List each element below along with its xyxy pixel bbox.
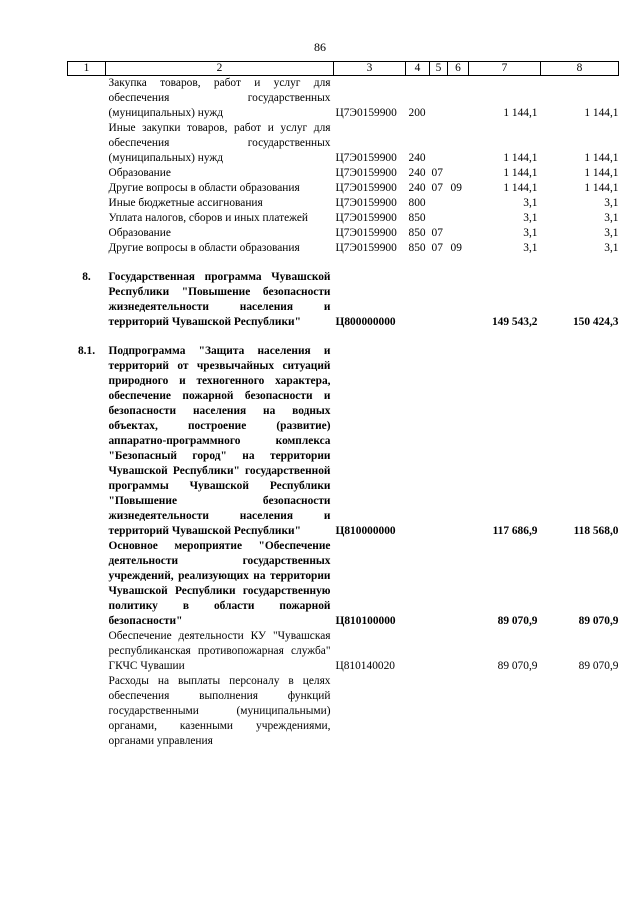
spacer-row bbox=[68, 330, 619, 344]
row-amount-year2: 3,1 bbox=[604, 227, 619, 239]
row-target-code: Ц810140020 bbox=[335, 660, 395, 672]
row-amount-year2: 1 144,1 bbox=[584, 182, 619, 194]
row-subsection bbox=[448, 344, 469, 539]
row-subsection: 09 bbox=[450, 242, 462, 254]
row-target-code: Ц7Э0159900 bbox=[335, 242, 397, 254]
row-amount-year2: 3,1 bbox=[604, 197, 619, 209]
row-target-code: Ц7Э0159900 bbox=[335, 197, 397, 209]
row-section bbox=[430, 674, 448, 749]
table-row bbox=[68, 181, 619, 196]
row-subsection bbox=[448, 539, 469, 629]
row-section bbox=[430, 76, 448, 122]
row-amount-year2: 118 568,0 bbox=[573, 525, 619, 537]
row-subsection bbox=[448, 270, 469, 330]
header-col-3: 3 bbox=[334, 62, 406, 76]
table-row bbox=[68, 196, 619, 211]
row-subsection bbox=[448, 226, 469, 241]
row-section bbox=[430, 539, 448, 629]
row-subsection bbox=[448, 196, 469, 211]
row-number bbox=[68, 226, 106, 241]
row-number: 8. bbox=[82, 271, 91, 283]
row-amount-year1: 89 070,9 bbox=[497, 615, 538, 627]
row-amount-year1: 3,1 bbox=[523, 197, 538, 209]
row-subsection bbox=[448, 121, 469, 166]
row-name: Другие вопросы в области образования bbox=[108, 182, 300, 194]
row-target-code: Ц810100000 bbox=[335, 615, 396, 627]
row-number bbox=[68, 211, 106, 226]
row-amount-year1: 1 144,1 bbox=[503, 167, 538, 179]
header-col-8: 8 bbox=[541, 62, 619, 76]
header-col-2: 2 bbox=[106, 62, 334, 76]
row-name: Закупка товаров, работ и услуг для обеспечения государственных (муниципальных) нужд bbox=[108, 77, 331, 119]
row-name: Государственная программа Чувашской Республики "Повышение безопасности жизнедеятельности населения и территорий Чувашской Республики" bbox=[108, 271, 331, 328]
row-section bbox=[430, 211, 448, 226]
row-subsection bbox=[448, 166, 469, 181]
row-amount-year2: 1 144,1 bbox=[584, 167, 619, 179]
row-amount-year1: 1 144,1 bbox=[503, 152, 538, 164]
row-subsection bbox=[448, 629, 469, 674]
spacer-row bbox=[68, 256, 619, 270]
table-row bbox=[68, 121, 619, 166]
header-col-6: 6 bbox=[448, 62, 469, 76]
row-number bbox=[68, 629, 106, 674]
row-name: Уплата налогов, сборов и иных платежей bbox=[108, 212, 308, 224]
row-expense-group bbox=[406, 539, 430, 629]
row-amount-year1 bbox=[469, 674, 541, 749]
row-amount-year1: 1 144,1 bbox=[503, 107, 538, 119]
table-row bbox=[68, 76, 619, 122]
row-subsection bbox=[448, 211, 469, 226]
table-row bbox=[68, 226, 619, 241]
row-amount-year1: 1 144,1 bbox=[503, 182, 538, 194]
row-name: Обеспечение деятельности КУ "Чувашская республиканская противопожарная служба" ГКЧС Чувашии bbox=[108, 630, 331, 672]
row-expense-group bbox=[406, 674, 430, 749]
row-number bbox=[68, 196, 106, 211]
row-name: Другие вопросы в области образования bbox=[108, 242, 300, 254]
row-section bbox=[430, 629, 448, 674]
row-name: Образование bbox=[108, 227, 171, 239]
row-target-code: Ц810000000 bbox=[335, 525, 396, 537]
row-name: Расходы на выплаты персоналу в целях обеспечения выполнения функций государственными (муниципальными) органами, казенными учреждениями, органами управления bbox=[108, 675, 331, 747]
row-amount-year2: 150 424,3 bbox=[572, 316, 619, 328]
table-row bbox=[68, 166, 619, 181]
row-name: Подпрограмма "Защита населения и территорий от чрезвычайных ситуаций природного и техногенного характера, обеспечение пожарной безопасности и безопасности населения на водных объектах, построение (развитие) аппаратно-программного комплекса "Безопасный город" на территории Чувашской Республики" государственной программы Чувашской Республики "Повышение безопасности жизнедеятельности населения и территорий Чувашской Республики" bbox=[108, 345, 331, 537]
row-amount-year1: 3,1 bbox=[523, 242, 538, 254]
row-expense-group: 850 bbox=[408, 212, 426, 224]
header-col-7: 7 bbox=[469, 62, 541, 76]
row-amount-year2: 1 144,1 bbox=[584, 152, 619, 164]
row-target-code: Ц800000000 bbox=[335, 316, 396, 328]
row-expense-group: 850 bbox=[408, 227, 426, 239]
row-number bbox=[68, 181, 106, 196]
row-amount-year1: 3,1 bbox=[523, 227, 538, 239]
row-expense-group bbox=[406, 629, 430, 674]
row-amount-year1: 89 070,9 bbox=[497, 660, 538, 672]
table-row bbox=[68, 629, 619, 674]
header-col-5: 5 bbox=[430, 62, 448, 76]
row-number bbox=[68, 539, 106, 629]
row-expense-group: 800 bbox=[408, 197, 426, 209]
row-section: 07 bbox=[431, 227, 443, 239]
row-section bbox=[430, 344, 448, 539]
header-col-4: 4 bbox=[406, 62, 430, 76]
row-amount-year2: 3,1 bbox=[604, 212, 619, 224]
row-amount-year2: 3,1 bbox=[604, 242, 619, 254]
row-section: 07 bbox=[431, 167, 443, 179]
row-expense-group bbox=[406, 344, 430, 539]
row-subsection: 09 bbox=[450, 182, 462, 194]
table-row bbox=[68, 674, 619, 749]
row-name: Иные бюджетные ассигнования bbox=[108, 197, 263, 209]
row-target-code: Ц7Э0159900 bbox=[335, 107, 397, 119]
row-number bbox=[68, 76, 106, 122]
budget-table bbox=[67, 61, 619, 749]
table-header-row bbox=[68, 62, 619, 76]
row-section bbox=[430, 270, 448, 330]
row-name: Иные закупки товаров, работ и услуг для обеспечения государственных (муниципальных) нужд bbox=[108, 122, 331, 164]
row-amount-year2: 1 144,1 bbox=[584, 107, 619, 119]
header-col-1: 1 bbox=[68, 62, 106, 76]
row-expense-group: 850 bbox=[408, 242, 426, 254]
row-subsection bbox=[448, 674, 469, 749]
table-row bbox=[68, 344, 619, 539]
spacer-cell bbox=[68, 330, 619, 344]
row-amount-year1: 117 686,9 bbox=[492, 525, 538, 537]
row-name: Образование bbox=[108, 167, 171, 179]
row-amount-year2 bbox=[541, 674, 619, 749]
row-name: Основное мероприятие "Обеспечение деятельности государственных учреждений, реализующих на территории Чувашской Республики государственную политику в области пожарной безопасности" bbox=[108, 540, 331, 627]
table-row bbox=[68, 270, 619, 330]
row-section bbox=[430, 196, 448, 211]
spacer-cell bbox=[68, 256, 619, 270]
row-number: 8.1. bbox=[77, 345, 96, 357]
row-target-code: Ц7Э0159900 bbox=[335, 212, 397, 224]
page-number: 86 bbox=[314, 40, 326, 54]
row-section bbox=[430, 121, 448, 166]
table-row bbox=[68, 211, 619, 226]
row-expense-group: 240 bbox=[408, 182, 426, 194]
row-section: 07 bbox=[431, 182, 443, 194]
table-row bbox=[68, 241, 619, 256]
row-target-code bbox=[334, 674, 406, 749]
row-target-code: Ц7Э0159900 bbox=[335, 182, 397, 194]
row-amount-year1: 3,1 bbox=[523, 212, 538, 224]
row-expense-group bbox=[406, 270, 430, 330]
row-number bbox=[68, 121, 106, 166]
row-target-code: Ц7Э0159900 bbox=[335, 152, 397, 164]
row-amount-year2: 89 070,9 bbox=[578, 615, 619, 627]
row-number bbox=[68, 674, 106, 749]
row-expense-group: 240 bbox=[408, 167, 426, 179]
table-row bbox=[68, 539, 619, 629]
row-expense-group: 200 bbox=[408, 107, 426, 119]
row-number bbox=[68, 241, 106, 256]
row-amount-year1: 149 543,2 bbox=[491, 316, 538, 328]
row-subsection bbox=[448, 76, 469, 122]
row-section: 07 bbox=[431, 242, 443, 254]
row-amount-year2: 89 070,9 bbox=[578, 660, 619, 672]
row-expense-group: 240 bbox=[408, 152, 426, 164]
row-target-code: Ц7Э0159900 bbox=[335, 167, 397, 179]
row-target-code: Ц7Э0159900 bbox=[335, 227, 397, 239]
row-number bbox=[68, 166, 106, 181]
